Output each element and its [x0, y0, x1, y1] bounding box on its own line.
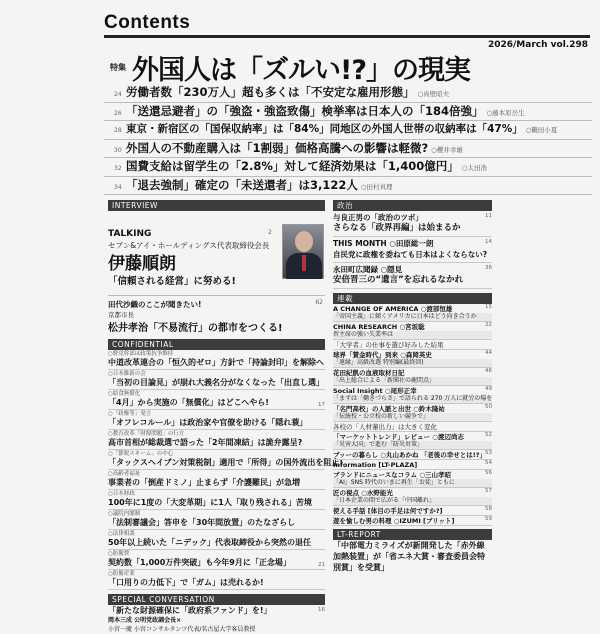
item-title: ブッーの暮らし ○丸山あかね 「老後の幸せとは!?」 [333, 450, 486, 459]
politics-section-bar: 政治 [333, 200, 492, 211]
page-number: 49 [485, 386, 492, 392]
item-subtitle: 「AI」SNS 時代のいまに再生「お徒」ともに [333, 479, 492, 487]
serial-item[interactable] [333, 304, 492, 322]
item-category: ○高齢者福祉 [108, 471, 141, 477]
item-kicker: 与良正男の「政治のツボ」 [333, 213, 423, 222]
item-subtitle: 「まずは「働きづらさ」で語られる 270 万人に就労の場を [333, 394, 493, 402]
article-title: 「新たな財源確保に「政府系ファンド」を!」 [108, 606, 272, 615]
item-title: 遊を愉しむ男の料理 ○IZUMI [ブリット] [333, 516, 455, 525]
special-conversation-article[interactable] [108, 605, 325, 634]
item-subtitle: 「日本企業の間で広がる「中国離れ」 [333, 497, 492, 505]
page-number: 24 [114, 91, 122, 98]
feature-item-author: ○太田浩 [461, 164, 487, 172]
item-title: 「法制審議会」答申を「30年間放置」のたなざらし [108, 518, 296, 527]
portrait-head [295, 231, 313, 252]
page-number: 57 [485, 488, 492, 494]
page-number: 22 [485, 322, 492, 328]
speaker-1: 岡本三成 公明党政調会長× [108, 617, 182, 624]
item-category: ○教育改革「財源問題」の行方 [108, 431, 185, 437]
confidential-item[interactable] [108, 570, 325, 590]
feature-item[interactable] [104, 84, 592, 103]
talking-subtitle: セブン&アイ・ホールディングス代表取締役会長 [108, 241, 270, 250]
politics-list [333, 211, 492, 289]
feature-item-title: 労働者数「230万人」超も多くは「不安定な雇用形態」 [126, 85, 415, 99]
feature-item[interactable] [104, 158, 592, 177]
item-title: 匠の視点 ○水野能光 [333, 488, 393, 497]
item-title: さらなる「政界再編」は始まるか [333, 223, 461, 233]
feature-tag: 特集 [110, 63, 126, 72]
confidential-item[interactable] [108, 550, 325, 570]
item-subtitle: 習主席の強い失業率は [333, 331, 492, 339]
feature-item[interactable] [104, 140, 592, 159]
page-number: 32 [114, 165, 122, 172]
feature-item-author: ○鶴田小夏 [525, 126, 558, 134]
page-number: 14 [485, 239, 492, 245]
item-title: 高市首相が総裁選で語った「2年間凍結」は詭弁露呈? [108, 438, 303, 447]
serial-item[interactable] [333, 350, 492, 368]
serial-list [333, 304, 492, 526]
left-column [108, 200, 344, 634]
politics-item[interactable] [333, 263, 492, 289]
item-category: ○防衛費 [108, 551, 130, 557]
feature-item-title: 国費支給は留学生の「2.8%」対して経済効果は「1,400億円」 [126, 159, 459, 173]
special-section-bar: SPECIAL CONVERSATION [108, 594, 325, 605]
page-number: 11 [485, 213, 492, 219]
feature-item[interactable] [104, 103, 592, 122]
portrait-photo [282, 224, 324, 279]
item-title: CHINA RESEARCH ○宮坂聡 [333, 322, 425, 331]
item-subtitle: 「出上総合による「新聞社の鹿問点」 [333, 377, 492, 385]
serial-item[interactable] [333, 322, 492, 340]
special-conversation-section [108, 594, 325, 634]
feature-list [104, 84, 592, 195]
item-title: 「名門高校」の人脈と出世 ○鈴木隆祐 [333, 404, 445, 413]
item-title: 「4月」から実施の「無償化」はどこへやら! [108, 398, 269, 407]
item-subtitle: 「災害大国」で進む「防災対策」 [333, 441, 492, 449]
confidential-item[interactable] [108, 470, 325, 490]
page-number: 26 [114, 109, 122, 117]
feature-item-title: 「送還忌避者」の「強盗・強盗致傷」検挙率は日本人の「184倍強」 [126, 103, 484, 118]
item-title: 契約数「1,000万件突破」も今年9月に「正念場」 [108, 558, 291, 567]
interview-second-article[interactable] [108, 295, 325, 335]
confidential-item[interactable] [108, 370, 325, 390]
item-title: 使える手話 [体目の手足は何ですか?] [333, 506, 443, 515]
item-title: Information [LT-PLAZA] [333, 460, 418, 469]
item-title: 100年に1度の「大変革期」に1人「取り残される」苦境 [108, 498, 312, 507]
issue-label: 2026/March vol.298 [487, 40, 588, 50]
article-title: 「中部電力ミライズが新開発した「赤外線加熱装置」が「省エネ大賞・審査委員会特別賞」を受賞」 [333, 541, 485, 572]
page-number: 52 [485, 432, 492, 438]
confidential-item[interactable] [108, 350, 325, 370]
item-category: ○法律相談 [108, 531, 135, 537]
item-category: ○議院内閣制 [108, 511, 141, 517]
article-title: 松井孝治「不易流行」の都市をつくる! [108, 323, 283, 334]
item-kicker: 永田町広聞録 ○隠見 [333, 265, 403, 274]
item-category: ○「節税スキーム」の中心 [108, 451, 174, 457]
page-number: 59 [485, 516, 492, 522]
confidential-item[interactable] [108, 410, 325, 430]
talking-quote: 「信頼される経営」に努める! [108, 276, 236, 287]
article-subtitle: 京都市長 [108, 311, 134, 319]
serial-item[interactable] [333, 422, 492, 432]
feature-title[interactable]: 外国人は「ズルい!?」の現実 [132, 55, 470, 86]
serial-item[interactable] [333, 368, 492, 386]
confidential-item[interactable] [108, 450, 344, 470]
page-number: 34 [114, 183, 122, 191]
feature-item-author: ○藤本原岳生 [486, 108, 525, 117]
talking-article[interactable] [108, 211, 325, 293]
feature-item[interactable] [104, 177, 592, 196]
feature-item-author: ○田村真理 [360, 182, 393, 191]
item-category: ○日本財政 [108, 491, 135, 497]
confidential-item[interactable] [108, 510, 325, 530]
serial-item[interactable] [333, 450, 492, 460]
serial-item[interactable] [333, 460, 492, 470]
item-title: 「大学者」の仕事を選び好みした結果 [333, 340, 444, 349]
talking-label: TALKING [108, 229, 152, 239]
feature-item-title: 外国人の不動産購入は「1割弱」価格高騰への影響は軽微? [126, 140, 429, 155]
contents-title: Contents [104, 12, 191, 33]
item-category: ○野党幹部は政策抗争維持 [108, 351, 174, 357]
item-kicker: THIS MONTH ○田原総一朗 [333, 239, 434, 248]
item-title: Social Insight ○尾形正幸 [333, 386, 417, 395]
confidential-item[interactable] [108, 490, 325, 510]
serial-item[interactable] [333, 432, 492, 450]
page-number: 50 [485, 404, 492, 410]
page-number: 62 [315, 299, 323, 306]
page-number: 46 [485, 368, 492, 374]
right-column [333, 200, 492, 573]
serial-item[interactable] [333, 470, 492, 488]
page-number: 16 [318, 607, 325, 613]
page-number: 56 [485, 470, 492, 476]
page-number: 30 [114, 146, 122, 154]
item-title: 「オフレコルール」は政治家や官僚を助ける「隠れ蓑」 [108, 418, 308, 427]
item-subtitle: 「帝国主義」に傾くアメリカに日本はどう向き合うか [333, 313, 492, 321]
item-subtitle: 「遠縁」高級改選 特別編(最終回) [333, 359, 492, 367]
serial-item[interactable] [333, 404, 492, 422]
item-title: ブランドにニュースなコラム ○三山孝昭 [333, 470, 452, 479]
item-title: 「マーケットトレンド」レビュー ○渡辺尚志 [333, 432, 464, 441]
serial-item[interactable] [333, 516, 492, 526]
portrait-tie [302, 255, 306, 271]
interview-section-bar: INTERVIEW [108, 200, 325, 211]
feature-item-author: ○真壁昭夫 [417, 90, 450, 98]
speaker-2: 小宮一慶 小宮コンサルタンツ代表/名古屋大学客員教授 [108, 626, 256, 633]
lt-report-section-bar: LT-REPORT [333, 529, 492, 540]
serial-item[interactable] [333, 386, 492, 404]
item-title: A CHANGE OF AMERICA ○渡部恒雄 [333, 304, 453, 313]
page-number: 28 [114, 127, 122, 134]
politics-item[interactable] [333, 237, 492, 263]
confidential-section-bar: CONFIDENTIAL [108, 339, 325, 350]
feature-item-author: ○櫻井幸雄 [431, 145, 463, 154]
page-number: 15 [485, 304, 492, 310]
confidential-section [108, 339, 344, 590]
lt-report-article[interactable] [333, 540, 492, 573]
item-title: 「口用りの力低下」で「ガム」は売れるか! [108, 578, 264, 587]
item-title: 安倍晋三の“遺言”を忘れるなかれ [333, 275, 464, 285]
item-subtitle: 「伝統校・公立校の新しい競争で」 [333, 413, 492, 421]
page-number: 54 [485, 460, 492, 466]
feature-item-title: 東京・新宿区の「国保収納率」は「84%」同地区の外国人世帯の収納率は「47%」 [126, 123, 523, 135]
item-category: ○日本維新の会 [108, 371, 146, 377]
item-title: 中道改革連合の「恒久的ゼロ」方針で「持論封印」を解除へ [108, 358, 324, 367]
page-number: 36 [485, 265, 492, 271]
item-title: 自民党に政権を委ねても日本はよくならない? [333, 250, 488, 259]
header-rule [104, 35, 590, 38]
serial-item[interactable] [333, 488, 492, 506]
item-title: 事業者の「倒産ドミノ」止まらず「介護難民」が急増 [108, 478, 300, 487]
confidential-item[interactable] [108, 430, 325, 450]
feature-item-title: 「退去強制」確定の「未送還者」は3,122人 [126, 177, 358, 192]
item-category: ○防衛産業 [108, 571, 135, 577]
item-title: 「タックスヘイブン対策税制」適用で「所得」の国外流出を阻止! [108, 458, 344, 467]
page-number: 58 [485, 506, 492, 512]
page-number: 44 [485, 350, 492, 356]
page-number: 21 [318, 562, 325, 568]
talking-name: 伊藤順朗 [108, 254, 176, 274]
feature-item[interactable] [104, 121, 592, 140]
article-kicker: 田代沙織のここが聞きたい! [108, 300, 202, 309]
confidential-item[interactable] [108, 390, 325, 410]
item-title: 花田紀凱の血液取材日記 [333, 368, 405, 377]
item-category: ○「政権等」発言 [108, 411, 152, 417]
confidential-item[interactable] [108, 530, 325, 550]
item-title: 50年以上続いた「ニデック」代表取締役から突然の退任 [108, 538, 311, 547]
item-category: ○給食無償化 [108, 391, 141, 397]
politics-item[interactable] [333, 211, 492, 237]
page-number: 2 [268, 229, 272, 236]
item-title: 球界「賛金時代」到来 ○森岡英史 [333, 350, 432, 359]
serial-section-bar: 連載 [333, 293, 492, 304]
item-title: 各校の「人材輩出力」は大きく変化 [333, 422, 437, 431]
serial-item[interactable] [333, 506, 492, 516]
page-number: 17 [318, 402, 325, 408]
page-number: 53 [485, 450, 492, 456]
item-title: 「当初の目論見」が崩れ大義名分がなくなった「出直し選」 [108, 378, 324, 387]
serial-item[interactable] [333, 340, 492, 350]
